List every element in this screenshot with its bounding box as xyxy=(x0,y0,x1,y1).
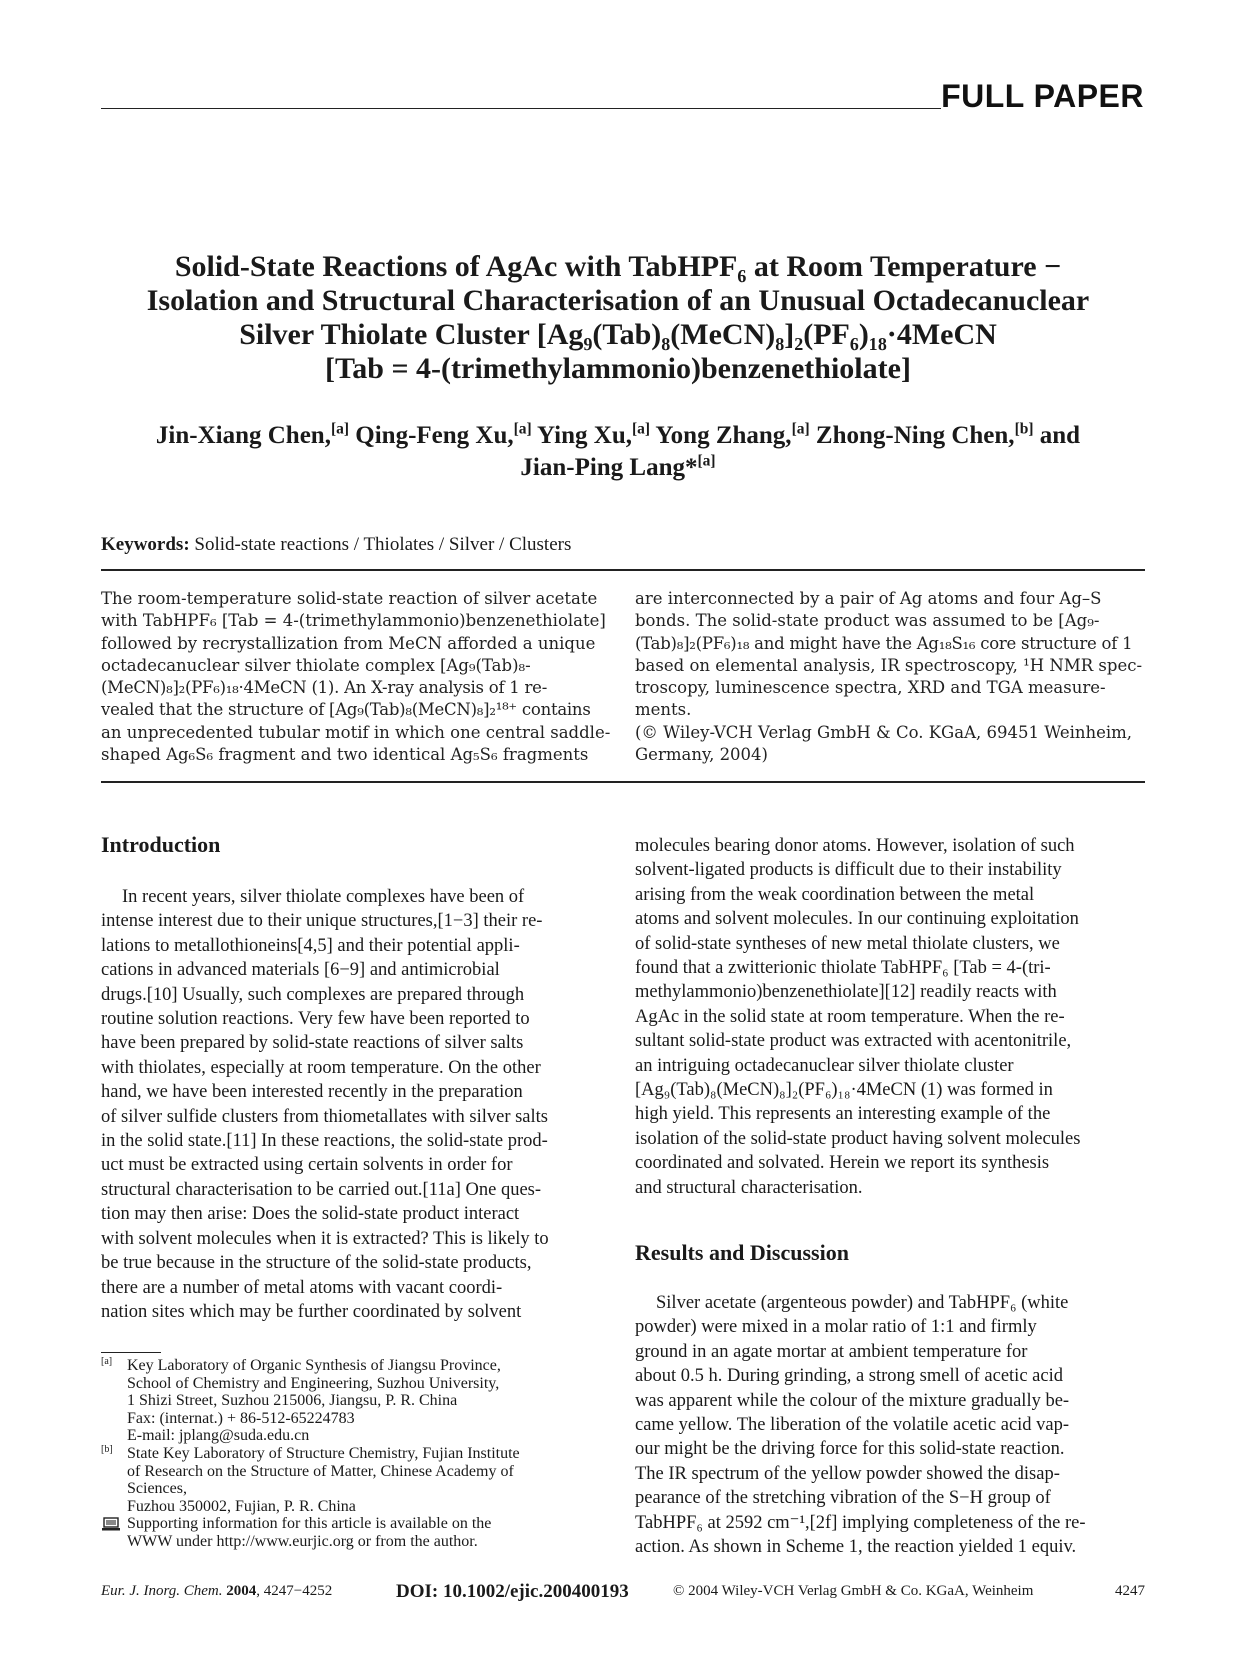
abstract-right-column xyxy=(635,588,1145,766)
journal-citation: Eur. J. Inorg. Chem. 2004, 4247−4252 xyxy=(101,1583,333,1599)
abstract-line: (Tab)₈]₂(PF₆)₁₈ and might have the Ag₁₈S₁₆ core structure of 1 xyxy=(635,633,1133,653)
journal-year: 2004 xyxy=(226,1583,257,1599)
footnote-line: Fax: (internat.) + 86-512-65224783 xyxy=(127,1409,355,1427)
footnote-line: State Key Laboratory of Structure Chemistry, Fujian Institute xyxy=(127,1444,520,1462)
author: Zhong-Ning Chen, xyxy=(815,422,1015,449)
text-line: and structural characterisation. xyxy=(635,1177,863,1198)
author-list xyxy=(100,420,1136,484)
abstract-line: ments. xyxy=(635,700,692,720)
text-line: methylammonio)benzenethiolate][12] readily reacts with xyxy=(635,982,1057,1003)
abstract-copyright: Germany, 2004) xyxy=(635,745,768,765)
affiliation-mark: [b] xyxy=(1014,420,1034,438)
page-footer xyxy=(101,1583,1145,1607)
abstract-line: bonds. The solid-state product was assumed to be [Ag₉- xyxy=(635,611,1100,631)
abstract-line: troscopy, luminescence spectra, XRD and TGA measure- xyxy=(635,678,1106,698)
text-line: [Ag₉(Tab)₈(MeCN)₈]₂(PF₆)₁₈·4MeCN (1) was formed in xyxy=(635,1080,1053,1101)
text-line: lations to metallothioneins[4,5] and their potential appli- xyxy=(101,935,520,956)
footnotes xyxy=(101,1357,611,1551)
text-line: solvent-ligated products is difficult due to their instability xyxy=(635,860,1062,881)
paper-title xyxy=(100,250,1136,386)
footnote-line: School of Chemistry and Engineering, Suzhou University, xyxy=(127,1374,500,1392)
title-line: Silver Thiolate Cluster [Ag₉(Tab)₈(MeCN)₈]₂(PF₆)₁₈·4MeCN xyxy=(239,318,997,351)
text-line: The IR spectrum of the yellow powder showed the disap- xyxy=(635,1463,1060,1484)
abstract-line: shaped Ag₆S₆ fragment and two identical Ag₅S₆ fragments xyxy=(101,745,589,765)
abstract-line: octadecanuclear silver thiolate complex [Ag₉(Tab)₈- xyxy=(101,655,531,675)
text-line: powder) were mixed in a molar ratio of 1:1 and firmly xyxy=(635,1317,1037,1338)
header-rule xyxy=(101,108,941,109)
text-line: arising from the weak coordination between the metal xyxy=(635,884,1035,905)
abstract-line: are interconnected by a pair of Ag atoms and four Ag–S xyxy=(635,589,1102,608)
text-line: our might be the driving force for this solid-state reaction. xyxy=(635,1439,1065,1460)
footnote-email[interactable]: E-mail: jplang@suda.edu.cn xyxy=(127,1427,310,1445)
footnote-line: WWW under http://www.eurjic.org or from the author. xyxy=(127,1532,478,1550)
abstract-bottom-rule xyxy=(101,781,1145,783)
text-line: sultant solid-state product was extracted with acentonitrile, xyxy=(635,1031,1072,1052)
footnote-supporting-info xyxy=(101,1515,611,1550)
footnote-b xyxy=(101,1445,611,1515)
abstract-line: an unprecedented tubular motif in which one central saddle- xyxy=(101,722,611,742)
affiliation-mark: [a] xyxy=(330,420,350,438)
section-heading-results: Results and Discussion xyxy=(635,1240,849,1265)
affiliation-mark: [a] xyxy=(631,420,651,438)
text-line: an intriguing octadecanuclear silver thiolate cluster xyxy=(635,1055,1014,1076)
text-line: cations in advanced materials [6−9] and antimicrobial xyxy=(101,960,500,981)
text-line: there are a number of metal atoms with vacant coordi- xyxy=(101,1277,503,1298)
text-line: be true because in the structure of the solid-state products, xyxy=(101,1253,532,1274)
title-line: Solid-State Reactions of AgAc with TabHPF₆ at Room Temperature − xyxy=(174,250,1062,283)
abstract-copyright: (© Wiley-VCH Verlag GmbH & Co. KGaA, 69451 Weinheim, xyxy=(635,722,1133,742)
text-line: drugs.[10] Usually, such complexes are prepared through xyxy=(101,984,525,1005)
text-line: found that a zwitterionic thiolate TabHPF₆ [Tab = 4-(tri- xyxy=(635,958,1051,979)
author-conjunction: and xyxy=(1039,422,1081,449)
text-line: uct must be extracted using certain solvents in order for xyxy=(101,1155,513,1176)
footnote-a xyxy=(101,1357,611,1445)
abstract-left-column xyxy=(101,588,611,766)
text-line: AgAc in the solid state at room temperature. When the re- xyxy=(635,1006,1065,1027)
text-line: in the solid state.[11] In these reactions, the solid-state prod- xyxy=(101,1131,548,1152)
abstract-line: (MeCN)₈]₂(PF₆)₁₈·4MeCN (1). An X-ray analysis of 1 re- xyxy=(101,678,548,698)
abstract-line: followed by recrystallization from MeCN afforded a unique xyxy=(101,633,596,653)
text-line: with solvent molecules when it is extracted? This is likely to xyxy=(101,1228,549,1249)
page-number: 4247 xyxy=(1115,1583,1145,1599)
abstract-top-rule xyxy=(101,569,1145,571)
text-line: ground in an agate mortar at ambient temperature for xyxy=(635,1341,1028,1362)
text-line: hand, we have been interested recently in the preparation xyxy=(101,1082,523,1103)
keywords-label: Keywords: xyxy=(101,534,190,555)
footnote-mark: [b] xyxy=(101,1443,113,1455)
abstract-line: vealed that the structure of [Ag₉(Tab)₈(MeCN)₈]₂¹⁸⁺ contains xyxy=(101,700,591,720)
section-heading-introduction: Introduction xyxy=(101,832,221,857)
journal-name: Eur. J. Inorg. Chem. xyxy=(101,1583,223,1599)
results-text xyxy=(635,1291,1145,1559)
text-line: action. As shown in Scheme 1, the reaction yielded 1 equiv. xyxy=(635,1537,1077,1558)
text-line: intense interest due to their unique structures,[1−3] their re- xyxy=(101,911,543,932)
text-line: have been prepared by solid-state reactions of silver salts xyxy=(101,1033,524,1054)
title-line: [Tab = 4-(trimethylammonio)benzenethiolate] xyxy=(325,352,911,385)
text-line: pearance of the stretching vibration of the S−H group of xyxy=(635,1488,1051,1509)
footnote-mark: [a] xyxy=(101,1356,113,1367)
text-line: nation sites which may be further coordinated by solvent xyxy=(101,1301,522,1322)
text-line: was apparent while the colour of the mixture gradually be- xyxy=(635,1390,1070,1411)
text-line: TabHPF₆ at 2592 cm⁻¹,[2f] implying completeness of the re- xyxy=(635,1512,1086,1533)
text-line: atoms and solvent molecules. In our continuing exploitation xyxy=(635,909,1079,930)
computer-icon xyxy=(101,1517,121,1531)
footnote-line: Supporting information for this article is available on the xyxy=(127,1515,492,1533)
author: Yong Zhang, xyxy=(655,422,792,449)
text-line: of solid-state syntheses of new metal thiolate clusters, we xyxy=(635,933,1060,954)
keywords-value: Solid-state reactions / Thiolates / Silver / Clusters xyxy=(194,534,572,555)
affiliation-mark: [a] xyxy=(513,420,532,438)
copyright: © 2004 Wiley-VCH Verlag GmbH & Co. KGaA, Weinheim xyxy=(673,1583,1034,1599)
text-line: molecules bearing donor atoms. However, isolation of such xyxy=(635,836,1075,856)
text-line: structural characterisation to be carried out.[11a] One ques- xyxy=(101,1179,542,1200)
author: Jian-Ping Lang* xyxy=(520,454,698,481)
text-line: coordinated and solvated. Herein we report its synthesis xyxy=(635,1153,1050,1174)
affiliation-mark: [a] xyxy=(697,452,716,470)
footnote-line: of Research on the Structure of Matter, Chinese Academy of xyxy=(127,1462,514,1480)
text-line: high yield. This represents an interesting example of the xyxy=(635,1104,1051,1125)
text-line: with thiolates, especially at room temperature. On the other xyxy=(101,1057,541,1078)
footnote-line: Sciences, xyxy=(127,1480,187,1498)
text-line: Silver acetate (argenteous powder) and TabHPF₆ (white xyxy=(656,1293,1069,1313)
text-line: In recent years, silver thiolate complexes have been of xyxy=(122,887,525,907)
keywords xyxy=(101,534,571,556)
journal-pages: 4247−4252 xyxy=(263,1583,333,1599)
introduction-continued-text xyxy=(635,834,1145,1200)
author: Jin-Xiang Chen, xyxy=(155,422,331,449)
footnote-line: 1 Shizi Street, Suzhou 215006, Jiangsu, P. R. China xyxy=(127,1392,458,1410)
doi[interactable]: DOI: 10.1002/ejic.200400193 xyxy=(396,1581,629,1602)
text-line: isolation of the solid-state product having solvent molecules xyxy=(635,1128,1081,1149)
section-label: FULL PAPER xyxy=(941,78,1144,114)
author: Qing-Feng Xu, xyxy=(355,422,514,449)
introduction-text xyxy=(101,885,611,1324)
text-line: came yellow. The liberation of the volatile acetic acid vap- xyxy=(635,1415,1070,1436)
text-line: routine solution reactions. Very few have been reported to xyxy=(101,1009,530,1030)
author: Ying Xu, xyxy=(537,422,632,449)
footnote-line: Fuzhou 350002, Fujian, P. R. China xyxy=(127,1497,356,1515)
text-line: tion may then arise: Does the solid-state product interact xyxy=(101,1204,520,1225)
abstract-line: based on elemental analysis, IR spectroscopy, ¹H NMR spec- xyxy=(635,655,1143,675)
affiliation-mark: [a] xyxy=(791,420,810,438)
title-line: Isolation and Structural Characterisation of an Unusual Octadecanuclear xyxy=(146,284,1090,317)
footnote-line: Key Laboratory of Organic Synthesis of Jiangsu Province, xyxy=(127,1357,501,1374)
text-line: of silver sulfide clusters from thiometallates with silver salts xyxy=(101,1106,548,1127)
text-line: about 0.5 h. During grinding, a strong smell of acetic acid xyxy=(635,1366,1063,1387)
abstract-line: with TabHPF₆ [Tab = 4-(trimethylammonio)benzenethiolate] xyxy=(101,611,606,631)
abstract-line: The room-temperature solid-state reaction of silver acetate xyxy=(101,589,598,608)
